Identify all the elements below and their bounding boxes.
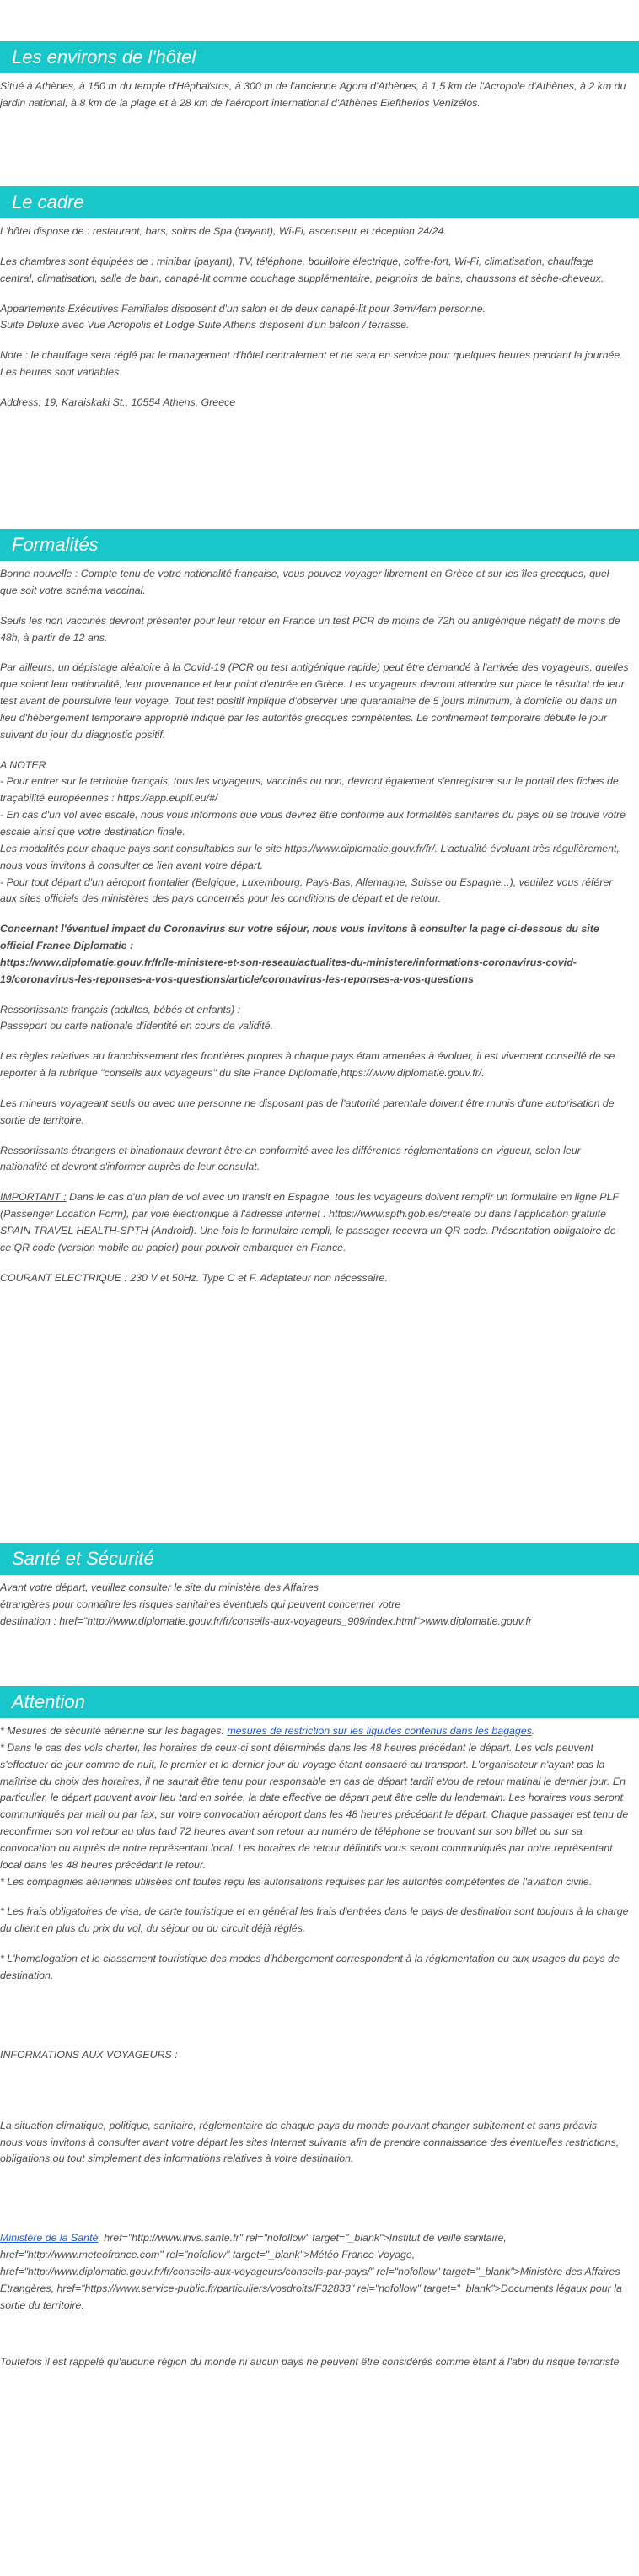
situation-line-1: La situation climatique, politique, sanitaire, réglementaire de chaque pays du monde pouvant changer subitement et sans préavis (0, 2119, 598, 2131)
attention-frais: * Les frais obligatoires de visa, de carte touristique et en général les frais d'entrées dans le pays de destination sont toujours à la charge du client en plus du prix du vol, du séjour ou du circuit déjà réglés. (0, 1905, 629, 1935)
formalites-depistage: Par ailleurs, un dépistage aléatoire à la Covid-19 (PCR ou test antigénique rapide) peut être demandé à l'arrivée des voyageurs, quelles que soient leur nationalité, leur provenance et leur point d'entrée en Grèce. Les voyageurs devront attendre sur place le résultat de leur test avant de poursuivre leur voyage. Tout test positif implique d'observer une quarantaine de 5 jours minimum, à domicile ou dans un lieu d'hébergement temporaire approprié indiqué par les autorités grecques compétentes. Le confinement temporaire débute le jour suivant du jour du diagnostic positif. (0, 661, 629, 741)
formalites-mineurs: Les mineurs voyageant seuls ou avec une personne ne disposant pas de l'autorité parentale doivent être munis d'une autorisation de sortie de territoire. (0, 1097, 615, 1126)
ressortissants-documents: Passeport ou carte nationale d'identité en cours de validité. (0, 1020, 274, 1032)
useful-links (0, 2230, 629, 2314)
attention-charter: * Dans le cas des vols charter, les horaires de ceux-ci sont déterminés dans les 48 heures précédant le départ. Les vols peuvent s'effectuer de jour comme de nuit, le premier et le dernier jour du voyage étant consacré au transport. L'organisateur n'ayant pas la maîtrise du choix des horaires, il ne saurait être tenu pour responsable en cas de départ tardif et/ou de retour matinal le dernier jour. En particulier, le départ pouvant avoir lieu tard en soirée, la date effective de départ peut être celle du lendemain. Les horaires vous seront communiqués par mail ou par fax, sur votre convocation aéroport dans les 48 heures précédant le départ. Chaque passager est tenu de reconfirmer son vol retour au plus tard 72 heures avant son retour au numéro de téléphone se trouvant sur son billet ou sur sa convocation ou auprès de notre représentant local. Les horaires de retour définitifs vous seront communiqués par notre représentant local dans les 48 heures précédant le retour. (0, 1741, 629, 1871)
section-title-attention: Attention (0, 1686, 639, 1718)
noter-item-2: - En cas d'un vol avec escale, nous vous informons que vous devrez être conforme aux formalités sanitaires du pays où se trouve votre escale ainsi que votre destination finale. (0, 809, 626, 838)
situation-line-2: nous vous invitons à consulter avant votre départ les sites Internet suivants afin de prendre connaissance des éventuelles restrictions, obligations ou tout simplement des informations relatives à votre destination. (0, 2136, 620, 2165)
formalites-etrangers: Ressortissants étrangers et binationaux devront être en conformité avec les différentes réglementations en vigueur, selon leur nationalité et devront s'informer auprès de leur consulat. (0, 1144, 581, 1173)
section-title-cadre: Le cadre (0, 186, 639, 218)
bagages-link[interactable]: mesures de restriction sur les liquides contenus dans les bagages (227, 1725, 532, 1737)
noter-item-4: - Pour tout départ d'un aéroport frontalier (Belgique, Luxembourg, Pays-Bas, Allemagne, Suisse ou Espagne...), veuillez vous référer aux sites officiels des ministères des pays concernés pour les conditions de départ et de retour. (0, 876, 613, 905)
noter-item-1: - Pour entrer sur le territoire français, tous les voyageurs, vaccinés ou non, devront également s'enregistrer sur le portail des fiches de traçabilité européennes : https://app.euplf.eu/#/ (0, 775, 619, 805)
formalites-important (0, 1189, 629, 1256)
noter-title: A NOTER (0, 758, 46, 771)
ministere-sante-link[interactable]: Ministère de la Santé (0, 2232, 99, 2245)
important-label: IMPORTANT : (0, 1191, 67, 1204)
cadre-chambres: Les chambres sont équipées de : minibar (payant), TV, téléphone, bouilloire électrique, coffre-fort, Wi-Fi, climatisation, chauffage central, climatisation, salle de bain, canapé-lit comme couchage supplémentaire, peignoirs de bains, chaussons et sèche-cheveux. (0, 255, 604, 284)
risque-terroriste: Toutefois il est rappelé qu'aucune région du monde ni aucun pays ne peuvent être considérés comme étant à l'abri du risque terroriste. (0, 2356, 622, 2369)
cadre-appartements: Appartements Exécutives Familiales disposent d'un salon et de deux canapé-lit pour 3em/4em personne. (0, 302, 486, 315)
formalites-regles: Les règles relatives au franchissement des frontières propres à chaque pays étant amenées à évoluer, il est vivement conseillé de se reporter à la rubrique "conseils aux voyageurs" du site France Diplomatie,https://www.diplomatie.gouv.fr/. (0, 1050, 615, 1080)
cadre-note: Note : le chauffage sera réglé par le management d'hôtel centralement et ne sera en service pour quelques heures pendant la journée. Les heures sont variables. (0, 349, 623, 379)
cadre-address: Address: 19, Karaiskaki St., 10554 Athens, Greece (0, 396, 236, 408)
coronavirus-notice: Concernant l'éventuel impact du Coronavirus sur votre séjour, nous vous invitons à consulter la page ci-dessous du site officiel France Diplomatie : (0, 923, 599, 952)
sante-line-2: étrangères pour connaître les risques sanitaires éventuels qui peuvent concerner votre (0, 1598, 401, 1610)
attention-compagnies: * Les compagnies aériennes utilisées ont toutes reçu les autorisations requises par les autorités compétentes de l'aviation civile. (0, 1875, 593, 1888)
bagages-label: * Mesures de sécurité aérienne sur les bagages: (0, 1725, 228, 1737)
section-attention (0, 1686, 639, 2385)
formalites-courant: COURANT ELECTRIQUE : 230 V et 50Hz. Type C et F. Adaptateur non nécessaire. (0, 1271, 388, 1284)
section-cadre (0, 186, 639, 425)
cadre-suites: Suite Deluxe avec Vue Acropolis et Lodge Suite Athens disposent d'un balcon / terrasse. (0, 319, 410, 331)
informations-voyageurs-title: INFORMATIONS AUX VOYAGEURS : (0, 2048, 178, 2061)
bagages-end: . (531, 1725, 535, 1737)
sante-line-1: Avant votre départ, veuillez consulter le site du ministère des Affaires (0, 1582, 320, 1593)
important-text: Dans le cas d'un plan de vol avec un transit en Espagne, tous les voyageurs doivent remplir un formulaire en ligne PLF (Passenger Location Form), par voie électronique à l'adresse internet : https://www.spth.gob.es/create ou dans l'application gratuite SPAIN TRAVEL HEALTH-SPTH (Android). Une fois le formulaire rempli, le passager recevra un QR code. Présentation obligatoire de ce QR code (version mobile ou papier) pour pouvoir embarquer en France. (0, 1191, 619, 1253)
sante-line-3: destination : href="http://www.diplomatie.gouv.fr/fr/conseils-aux-voyageurs_909/index.html">www.diplomatie.gouv.fr (0, 1614, 532, 1627)
section-title-formalites: Formalités (0, 529, 639, 561)
section-formalites (0, 529, 639, 1301)
noter-item-3: Les modalités pour chaque pays sont consultables sur le site https://www.diplomatie.gouv.fr/fr/. L'actualité évoluant très régulièrement, nous vous invitons à consulter ce lien avant votre départ. (0, 842, 620, 871)
section-environs (0, 41, 639, 126)
coronavirus-link[interactable]: https://www.diplomatie.gouv.fr/fr/le-ministere-et-son-reseau/actualites-du-ministere/informations-coronavirus-covid-19/coronavirus-les-reponses-a-vos-questions/article/coronavirus-les-reponses-a-vos-questions (0, 956, 577, 985)
section-title-sante: Santé et Sécurité (0, 1543, 639, 1575)
environs-text: Situé à Athènes, à 150 m du temple d'Héphaïstos, à 300 m de l'ancienne Agora d'Athènes, à 1,5 km de l'Acropole d'Athènes, à 2 km du jardin national, à 8 km de la plage et à 28 km de l'aéroport international d'Athènes Eleftherios Venizélos. (0, 80, 626, 109)
formalites-bonne-nouvelle: Bonne nouvelle : Compte tenu de votre nationalité française, vous pouvez voyager librement en Grèce et sur les îles grecques, quel que soit votre schéma vaccinal. (0, 568, 609, 596)
ressortissants-title: Ressortissants français (adultes, bébés et enfants) : (0, 1003, 241, 1016)
formalites-non-vaccines: Seuls les non vaccinés devront présenter pour leur retour en France un test PCR de moins de 72h ou antigénique négatif de moins de 48h, à partir de 12 ans. (0, 614, 620, 644)
useful-links-text: , href="http://www.invs.sante.fr" rel="nofollow" target="_blank">Institut de veille sanitaire, href="http://www.meteofrance.com" rel="nofollow" target="_blank">Météo France Voyage, href="http://www.diplomatie.gouv.fr/fr/conseils-aux-voyageurs/conseils-par-pays/" rel="nofollow" target="_blank">Ministère des Affaires Etrangères, href="https://www.service-public.fr/particuliers/vosdroits/F32833" rel="nofollow" target="_blank">Documents légaux pour la sortie du territoire. (0, 2232, 622, 2311)
attention-homologation: * L'homologation et le classement touristique des modes d'hébergement correspondent à la réglementation ou aux usages du pays de destination. (0, 1953, 620, 1981)
section-sante (0, 1543, 639, 1630)
cadre-services: L'hôtel dispose de : restaurant, bars, soins de Spa (payant), Wi-Fi, ascenseur et réception 24/24. (0, 225, 447, 237)
attention-bagages (0, 1723, 629, 1740)
section-title-environs: Les environs de l'hôtel (0, 41, 639, 73)
